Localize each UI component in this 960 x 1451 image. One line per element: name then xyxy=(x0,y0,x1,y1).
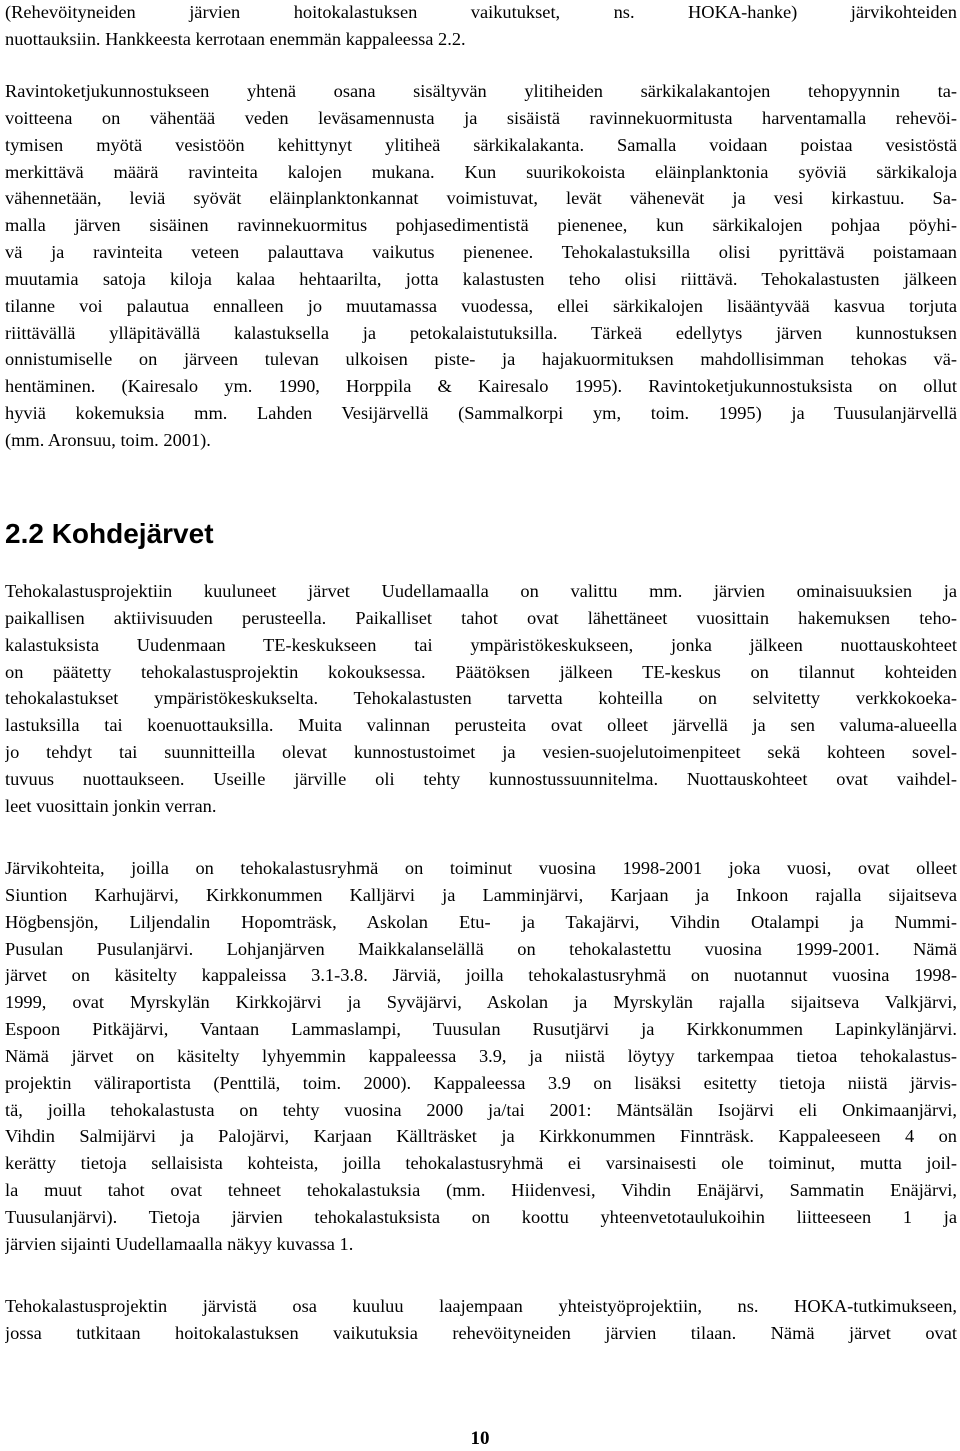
text-line: Nämä järvet on käsitelty lyhyemmin kappaleessa 3.9, ja niistä löytyy tarkempaa tietoa tehokalastus- xyxy=(5,1045,957,1066)
text-line: leet vuosittain jonkin verran. xyxy=(5,795,217,816)
text-line: Espoon Pitkäjärvi, Vantaan Lammaslampi, Tuusulan Rusutjärvi ja Kirkkonummen Lapinkylänjärvi. xyxy=(5,1019,957,1040)
text-line: jossa tutkitaan hoitokalastuksen vaikutuksia rehevöityneiden järvien tilaan. Nämä järvet ovat xyxy=(5,1322,957,1343)
text-line: 1999, ovat Myrskylän Kirkkojärvi ja Syväjärvi, Askolan ja Myrskylän rajalla sijaitseva Valkjärvi, xyxy=(5,992,957,1013)
text-line: Ravintoketjukunnostukseen yhtenä osana sisältyvän ylitiheiden särkikalakantojen tehopyynnin ta- xyxy=(5,81,957,101)
text-line: jo tehdyt tai suunnitteilla olevat kunnostustoimet ja vesien-suojelutoimenpiteet sekä kohteen sovel- xyxy=(5,742,957,763)
text-line: malla järven sisäinen ravinnekuormitus pohjasedimentistä pienenee, kun särkikalojen pohjaa pöyhi- xyxy=(5,215,957,236)
text-line: nuottauksiin. Hankkeesta kerrotaan enemmän kappaleessa 2.2. xyxy=(5,28,466,49)
text-line: lastuksilla tai koenuottauksilla. Muita valinnan perusteita ovat olleet järvellä ja sen valuma-alueella xyxy=(5,715,957,736)
text-line: riittävällä ylläpitävällä kalastuksella ja petokalaistutuksilla. Tärkeä edellytys järven kunnostuksen xyxy=(5,322,957,343)
text-line: (Rehevöityneiden järvien hoitokalastuksen vaikutukset, ns. HOKA-hanke) järvikohteiden xyxy=(5,2,957,22)
text-line: paikallisen aktiivisuuden perusteella. Paikalliset tahot ovat lähettäneet vuosittain hakemuksen teho- xyxy=(5,607,957,628)
text-line: tuvuus nuottaukseen. Useille järville oli tehty kunnostussuunnitelma. Nuottauskohteet ovat vaihdel- xyxy=(5,768,957,789)
text-line: Vihdin Salmijärvi ja Palojärvi, Karjaan Källträsket ja Kirkkonummen Finnträsk. Kappaleeseen 4 on xyxy=(5,1126,957,1147)
text-line: Siuntion Karhujärvi, Kirkkonummen Kalljärvi ja Lamminjärvi, Karjaan ja Inkoon rajalla sijaitseva xyxy=(5,884,957,905)
text-line: hyviä kokemuksia mm. Lahden Vesijärvellä (Sammalkorpi ym, toim. 1995) ja Tuusulanjärvellä xyxy=(5,403,957,424)
text-line: Järvikohteita, joilla on tehokalastusryhmä on toiminut vuosina 1998-2001 joka vuosi, ovat olleet xyxy=(5,858,957,878)
text-line: Pusulan Pusulanjärvi. Lohjanjärven Maikkalanselällä on tehokalastettu vuosina 1999-2001. Nämä xyxy=(5,938,957,959)
text-line: on päätetty tehokalastusprojektin kokouksessa. Päätöksen jälkeen TE-keskus on tilannut kohteiden xyxy=(5,661,957,682)
text-line: merkittävä määrä ravinteita kalojen mukana. Kun suurikokoista eläinplanktonia syöviä särkikaloja xyxy=(5,161,957,182)
text-line: järvet on käsitelty kappaleissa 3.1-3.8. Järviä, joilla tehokalastusryhmä on nuotannut vuosina 1998- xyxy=(5,965,957,986)
paragraph-target-lakes-list xyxy=(5,855,957,1258)
text-line: voitteena on vähentää veden leväsamennusta ja sisäistä ravinnekuormitusta harventamalla rehevöi- xyxy=(5,107,957,128)
page-number: 10 xyxy=(470,1428,490,1449)
text-line: Tuusulanjärvi). Tietoja järvien tehokalastuksista on koottu yhteenvetotaulukoihin liitteeseen 1 ja xyxy=(5,1206,957,1227)
paragraph-target-lakes-selection xyxy=(5,578,957,820)
text-line: Tehokalastusprojektin järvistä osa kuuluu laajempaan yhteistyöprojektiin, ns. HOKA-tutkimukseen, xyxy=(5,1296,957,1316)
text-line: projektin väliraportista (Penttilä, toim. 2000). Kappaleessa 3.9 on lisäksi esitetty tietoja niistä järvis- xyxy=(5,1072,957,1093)
text-line: tymisen myötä vesistöön kehittynyt ylitiheä särkikalakanta. Samalla voidaan poistaa vesistöstä xyxy=(5,134,957,155)
text-line: hentäminen. (Kairesalo ym. 1990, Horppila & Kairesalo 1995). Ravintoketjukunnostuksista on ollut xyxy=(5,376,957,397)
text-line: kerätty tietoja sellaisista kohteista, joilla tehokalastusryhmä ei varsinaisesti ole toiminut, mutta joil- xyxy=(5,1153,957,1174)
text-line: vähennetään, leviä syövät eläinplanktonkannat voimistuvat, levät vähenevät ja vesi kirkastuu. Sa- xyxy=(5,188,957,209)
text-line: kalastuksista Uudenmaan TE-keskukseen tai ympäristökeskukseen, jonka jälkeen nuottauskohteet xyxy=(5,634,957,655)
text-line: tilanne voi palautua ennalleen jo muutamassa vuodessa, ellei särkikalojen lisääntyvää kasvua torjuta xyxy=(5,295,957,316)
paragraph-food-web-restoration xyxy=(5,78,957,454)
text-line: tehokalastukset ympäristökeskukselta. Tehokalastusten tarvetta kohteilla on selvitetty verkkokoeka- xyxy=(5,688,957,709)
section-heading: 2.2 Kohdejärvet xyxy=(5,518,214,549)
text-line: muutamia satoja kiloja kalaa hehtaarilta, jotta kalastusten teho olisi riittävä. Tehokalastusten jälkeen xyxy=(5,268,957,289)
text-line: Högbensjön, Liljendalin Hopomträsk, Askolan Etu- ja Takajärvi, Vihdin Otalampi ja Nummi- xyxy=(5,911,957,932)
text-line: vä ja ravinteita veteen palauttava vaikutus pienenee. Tehokalastuksilla olisi pyrittävä poistamaan xyxy=(5,242,957,263)
text-line: Tehokalastusprojektiin kuuluneet järvet Uudellamaalla on valittu mm. järvien ominaisuuksien ja xyxy=(5,581,957,601)
text-line: (mm. Aronsuu, toim. 2001). xyxy=(5,429,211,450)
intro-paragraph xyxy=(5,0,957,53)
text-line: onnistumiselle on järveen tulevan ulkoisen piste- ja hajakuormituksen mahdollisimman tehokas vä- xyxy=(5,349,957,370)
text-line: järvien sijainti Uudellamaalla näkyy kuvassa 1. xyxy=(5,1233,354,1254)
text-line: tä, joilla tehokalastusta on tehty vuosina 2000 ja/tai 2001: Mäntsälän Isojärvi eli Onkimaanjärvi, xyxy=(5,1099,957,1120)
paragraph-hoka-research xyxy=(5,1293,957,1347)
text-line: la muut tahot ovat tehneet tehokalastuksia (mm. Hiidenvesi, Vihdin Enäjärvi, Sammatin Enäjärvi, xyxy=(5,1180,957,1201)
